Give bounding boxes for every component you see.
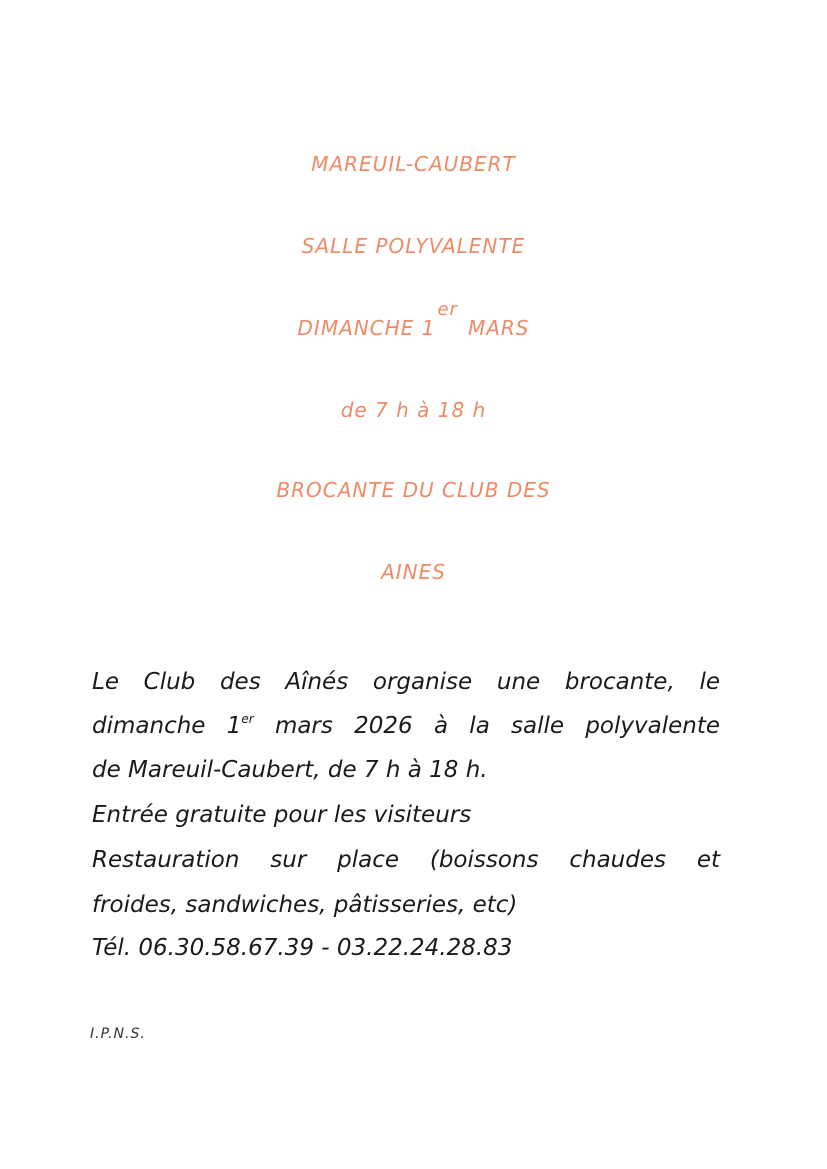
- body-date-suffix: er: [241, 712, 254, 726]
- headline-hours: de 7 h à 18 h: [340, 398, 487, 422]
- headline-venue: SALLE POLYVALENTE: [301, 234, 526, 258]
- body-line-catering-items: froides, sandwiches, pâtisseries, etc): [92, 892, 518, 918]
- headline-event-line1: BROCANTE DU CLUB DES: [276, 478, 551, 502]
- headline-day: DIMANCHE 1: [297, 316, 436, 340]
- body-line-entry: Entrée gratuite pour les visiteurs: [92, 802, 472, 828]
- body-date-day: dimanche 1: [92, 713, 242, 739]
- ipns-label: I.P.N.S.: [90, 1026, 146, 1042]
- headline-event-line2: AINES: [381, 560, 446, 584]
- headline-day-suffix: er: [437, 299, 458, 320]
- body-line-3: de Mareuil-Caubert, de 7 h à 18 h.: [92, 757, 488, 783]
- headline-date: [0, 299, 827, 352]
- body-line-catering: Restauration sur place (boissons chaudes et: [92, 847, 720, 873]
- body-line-phone: Tél. 06.30.58.67.39 - 03.22.24.28.83: [92, 935, 513, 961]
- headline-town: MAREUIL-CAUBERT: [311, 152, 516, 176]
- body-line-1: Le Club des Aînés organise une brocante, le: [92, 669, 720, 695]
- body-line-2: [92, 711, 720, 741]
- headline-month: MARS: [467, 316, 530, 340]
- body-date-rest: mars 2026 à la salle polyvalente: [253, 713, 720, 739]
